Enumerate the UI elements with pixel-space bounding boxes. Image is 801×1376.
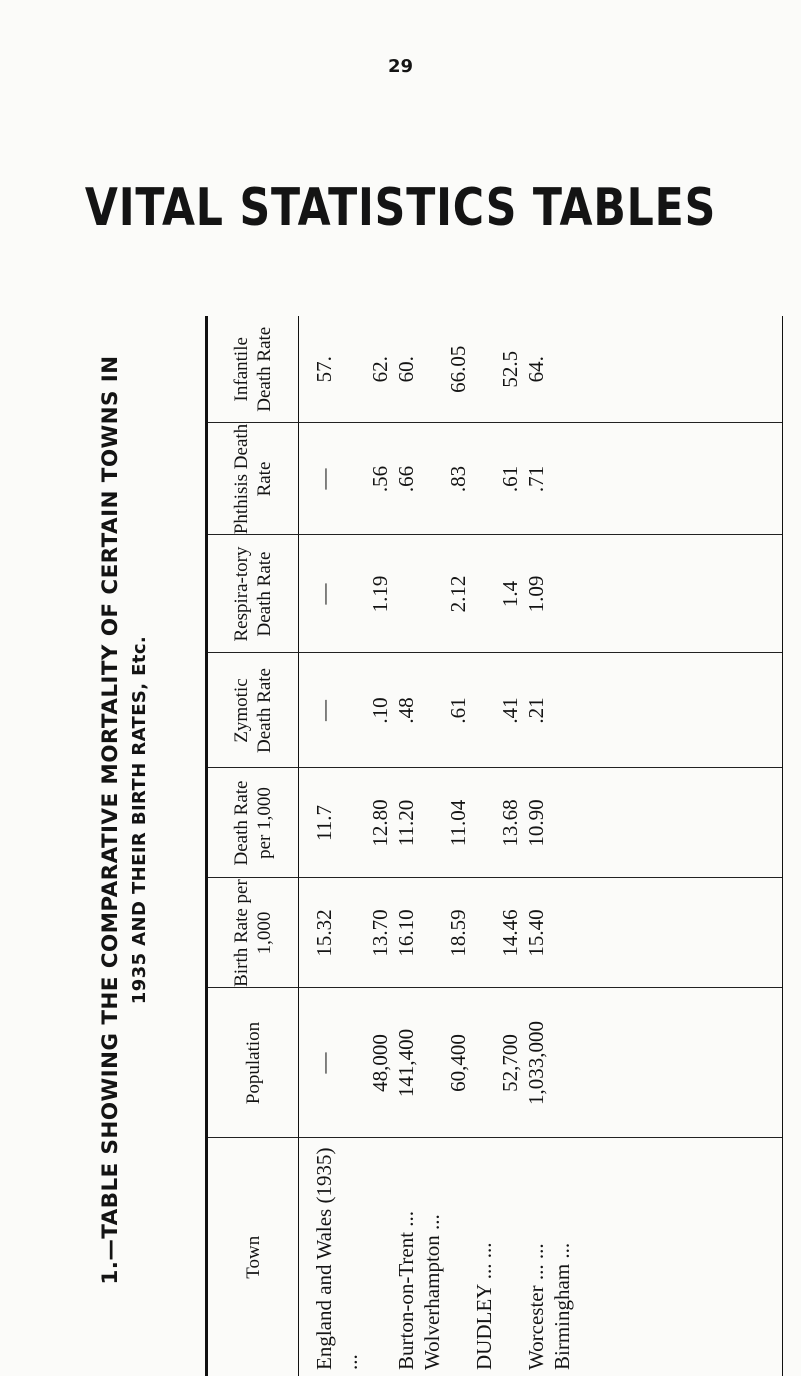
population-cell: 60,400 xyxy=(446,1034,470,1092)
town-cell: Worcester ... ... xyxy=(524,1243,548,1370)
birth-rate-cell: 13.70 xyxy=(368,909,392,957)
town-cell: Birmingham ... xyxy=(550,1242,574,1370)
table-caption-line-2: 1935 AND THEIR BIRTH RATES, Etc. xyxy=(129,635,150,1005)
birth-rate-cell: 18.59 xyxy=(446,909,470,957)
death-rate-cell: 10.90 xyxy=(524,799,548,847)
phthisis-cell: .83 xyxy=(446,465,470,493)
infantile-cell: 62. xyxy=(368,356,392,383)
phthisis-cell: .61 xyxy=(498,465,522,493)
death-rate-cell: 11.7 xyxy=(312,805,336,841)
death-rate-cell: 11.04 xyxy=(446,799,470,847)
col-header-town: Town xyxy=(207,1138,299,1376)
infantile-column xyxy=(299,316,783,423)
col-header-phthisis: Phthisis Death Rate xyxy=(207,423,299,535)
zymotic-cell: .41 xyxy=(498,697,522,724)
zymotic-column xyxy=(299,653,783,768)
respiratory-cell: — xyxy=(312,583,336,605)
infantile-cell: 57. xyxy=(312,356,336,383)
death-rate-cell: 12.80 xyxy=(368,799,392,847)
town-cell: DUDLEY ... ... xyxy=(472,1242,496,1370)
page-title: VITAL STATISTICS TABLES xyxy=(84,178,717,238)
statistics-table-region xyxy=(205,316,783,1376)
respiratory-cell xyxy=(393,536,419,653)
phthisis-cell: .71 xyxy=(524,465,548,493)
page-number: 29 xyxy=(387,56,414,77)
col-header-population: Population xyxy=(207,988,299,1138)
col-header-birth-rate: Birth Rate per 1,000 xyxy=(207,878,299,988)
death-rate-column xyxy=(299,768,783,878)
town-cell: Burton-on-Trent ... xyxy=(394,1210,418,1370)
zymotic-cell: .48 xyxy=(394,697,418,724)
phthisis-cell: .66 xyxy=(394,465,418,493)
birth-rate-cell: 15.40 xyxy=(524,909,548,957)
col-header-zymotic: Zymotic Death Rate xyxy=(207,653,299,768)
respiratory-column xyxy=(299,535,783,653)
town-cell: England and Wales (1935) ... xyxy=(312,1147,362,1370)
respiratory-cell: 2.12 xyxy=(446,575,470,613)
birth-rate-cell: 15.32 xyxy=(312,909,336,957)
zymotic-cell: .61 xyxy=(446,697,470,724)
birth-rate-column xyxy=(299,878,783,988)
infantile-cell: 64. xyxy=(524,356,548,383)
phthisis-cell: .56 xyxy=(368,465,392,493)
population-cell: — xyxy=(312,1052,336,1074)
town-cell: Wolverhampton ... xyxy=(420,1214,444,1370)
death-rate-cell: 13.68 xyxy=(498,799,522,847)
town-column xyxy=(299,1138,783,1376)
population-cell: 1,033,000 xyxy=(524,1021,548,1105)
table-body xyxy=(299,316,783,1376)
respiratory-cell: 1.19 xyxy=(368,575,392,613)
col-header-death-rate: Death Rate per 1,000 xyxy=(207,768,299,878)
infantile-cell: 60. xyxy=(394,356,418,383)
zymotic-cell: .21 xyxy=(524,697,548,724)
respiratory-cell: 1.4 xyxy=(498,580,522,608)
population-cell: 52,700 xyxy=(498,1034,522,1092)
population-cell: 48,000 xyxy=(368,1034,392,1092)
infantile-cell: 66.05 xyxy=(446,345,470,393)
death-rate-cell: 11.20 xyxy=(394,799,418,847)
table-caption-line-1: 1.—TABLE SHOWING THE COMPARATIVE MORTALITY OF CERTAIN TOWNS IN xyxy=(98,355,123,1285)
infantile-cell: 52.5 xyxy=(498,350,522,388)
phthisis-column xyxy=(299,423,783,535)
phthisis-cell: — xyxy=(312,468,336,490)
zymotic-cell: — xyxy=(312,700,336,721)
col-header-respiratory: Respira-tory Death Rate xyxy=(207,535,299,653)
vital-statistics-table xyxy=(205,316,783,1376)
table-caption xyxy=(96,320,150,1320)
birth-rate-cell: 14.46 xyxy=(498,909,522,957)
population-column xyxy=(299,988,783,1138)
birth-rate-cell: 16.10 xyxy=(394,909,418,957)
population-cell: 141,400 xyxy=(394,1028,418,1098)
col-header-infantile: Infantile Death Rate xyxy=(207,316,299,423)
respiratory-cell: 1.09 xyxy=(524,575,548,613)
zymotic-cell: .10 xyxy=(368,697,392,724)
